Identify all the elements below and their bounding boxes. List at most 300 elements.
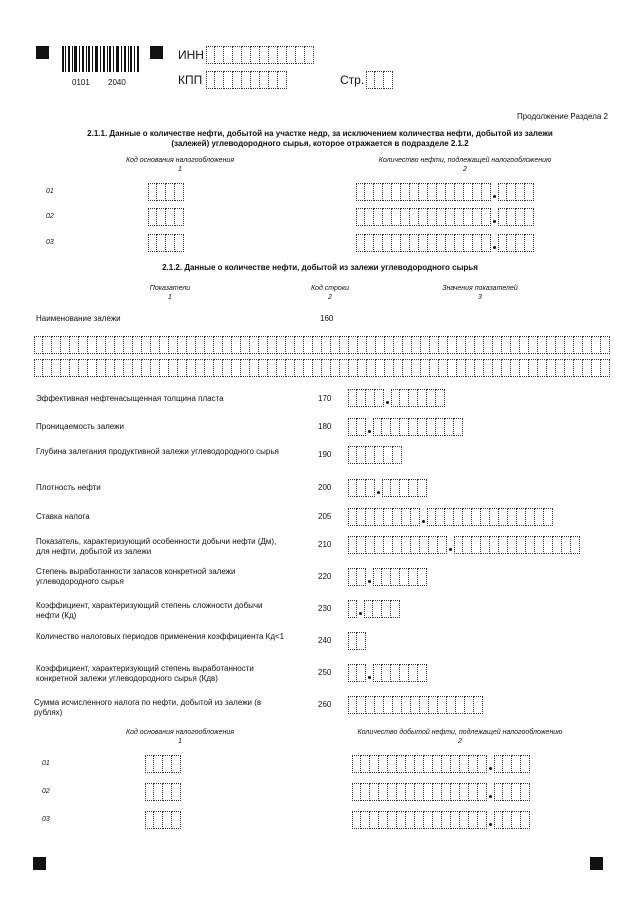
input-cell[interactable] xyxy=(454,418,463,436)
input-cell[interactable] xyxy=(520,359,529,377)
input-cell[interactable] xyxy=(473,183,482,201)
input-cell[interactable] xyxy=(376,336,385,354)
input-cell[interactable] xyxy=(331,336,340,354)
input-cell[interactable] xyxy=(304,359,313,377)
input-cell[interactable] xyxy=(418,664,427,682)
input-cell[interactable] xyxy=(469,755,478,773)
item-170-value[interactable] xyxy=(348,389,445,407)
input-cell[interactable] xyxy=(349,336,358,354)
input-cell[interactable] xyxy=(463,508,472,526)
input-cell[interactable] xyxy=(418,479,427,497)
input-cell[interactable] xyxy=(429,536,438,554)
bottom-row-01-code[interactable] xyxy=(145,755,181,773)
input-cell[interactable] xyxy=(529,359,538,377)
input-cell[interactable] xyxy=(348,479,357,497)
input-cell[interactable] xyxy=(507,183,516,201)
input-cell[interactable] xyxy=(154,755,163,773)
input-cell[interactable] xyxy=(516,234,525,252)
input-cell[interactable] xyxy=(391,568,400,586)
input-cell[interactable] xyxy=(412,336,421,354)
input-cell[interactable] xyxy=(88,359,97,377)
input-cell[interactable] xyxy=(493,359,502,377)
input-cell[interactable] xyxy=(397,783,406,801)
input-cell[interactable] xyxy=(215,71,224,89)
input-cell[interactable] xyxy=(482,208,491,226)
input-cell[interactable] xyxy=(419,208,428,226)
input-cell[interactable] xyxy=(391,664,400,682)
bottom-row-03-code[interactable] xyxy=(145,811,181,829)
input-cell[interactable] xyxy=(478,811,487,829)
input-cell[interactable] xyxy=(157,183,166,201)
input-cell[interactable] xyxy=(357,568,366,586)
input-cell[interactable] xyxy=(442,755,451,773)
input-cell[interactable] xyxy=(457,336,466,354)
input-cell[interactable] xyxy=(499,536,508,554)
input-cell[interactable] xyxy=(475,359,484,377)
input-cell[interactable] xyxy=(556,359,565,377)
input-cell[interactable] xyxy=(478,755,487,773)
item-250-value[interactable] xyxy=(348,664,427,682)
input-cell[interactable] xyxy=(472,508,481,526)
input-cell[interactable] xyxy=(397,755,406,773)
input-cell[interactable] xyxy=(406,811,415,829)
input-cell[interactable] xyxy=(382,664,391,682)
input-cell[interactable] xyxy=(499,508,508,526)
item-230-value[interactable] xyxy=(348,600,400,618)
input-cell[interactable] xyxy=(512,811,521,829)
input-cell[interactable] xyxy=(400,418,409,436)
input-cell[interactable] xyxy=(224,46,233,64)
input-cell[interactable] xyxy=(241,359,250,377)
input-cell[interactable] xyxy=(447,696,456,714)
input-cell[interactable] xyxy=(348,664,357,682)
input-cell[interactable] xyxy=(313,336,322,354)
input-cell[interactable] xyxy=(508,536,517,554)
input-cell[interactable] xyxy=(357,696,366,714)
input-cell[interactable] xyxy=(259,336,268,354)
input-cell[interactable] xyxy=(424,783,433,801)
input-cell[interactable] xyxy=(393,446,402,464)
input-cell[interactable] xyxy=(268,359,277,377)
input-cell[interactable] xyxy=(402,536,411,554)
input-cell[interactable] xyxy=(439,336,448,354)
input-cell[interactable] xyxy=(348,536,357,554)
input-cell[interactable] xyxy=(400,664,409,682)
input-cell[interactable] xyxy=(583,336,592,354)
input-cell[interactable] xyxy=(172,783,181,801)
input-cell[interactable] xyxy=(175,234,184,252)
input-cell[interactable] xyxy=(472,536,481,554)
input-cell[interactable] xyxy=(242,46,251,64)
input-cell[interactable] xyxy=(392,234,401,252)
input-cell[interactable] xyxy=(547,359,556,377)
input-cell[interactable] xyxy=(379,811,388,829)
bottom-row-02-code[interactable] xyxy=(145,783,181,801)
input-cell[interactable] xyxy=(494,755,503,773)
input-cell[interactable] xyxy=(525,183,534,201)
input-cell[interactable] xyxy=(148,208,157,226)
input-cell[interactable] xyxy=(241,336,250,354)
input-cell[interactable] xyxy=(400,389,409,407)
input-cell[interactable] xyxy=(169,359,178,377)
input-cell[interactable] xyxy=(352,755,361,773)
input-cell[interactable] xyxy=(88,336,97,354)
input-cell[interactable] xyxy=(474,696,483,714)
input-cell[interactable] xyxy=(521,755,530,773)
item-180-value[interactable] xyxy=(348,418,463,436)
input-cell[interactable] xyxy=(415,811,424,829)
input-cell[interactable] xyxy=(382,479,391,497)
input-cell[interactable] xyxy=(365,234,374,252)
input-cell[interactable] xyxy=(348,389,357,407)
input-cell[interactable] xyxy=(115,336,124,354)
input-cell[interactable] xyxy=(148,183,157,201)
input-cell[interactable] xyxy=(287,46,296,64)
input-cell[interactable] xyxy=(401,234,410,252)
input-cell[interactable] xyxy=(367,359,376,377)
input-cell[interactable] xyxy=(553,536,562,554)
input-cell[interactable] xyxy=(313,359,322,377)
input-cell[interactable] xyxy=(446,234,455,252)
input-cell[interactable] xyxy=(251,71,260,89)
input-cell[interactable] xyxy=(233,71,242,89)
item-220-value[interactable] xyxy=(348,568,427,586)
input-cell[interactable] xyxy=(445,508,454,526)
input-cell[interactable] xyxy=(410,183,419,201)
input-cell[interactable] xyxy=(340,359,349,377)
input-cell[interactable] xyxy=(357,446,366,464)
input-cell[interactable] xyxy=(565,359,574,377)
input-cell[interactable] xyxy=(97,336,106,354)
input-cell[interactable] xyxy=(163,755,172,773)
input-cell[interactable] xyxy=(224,71,233,89)
input-cell[interactable] xyxy=(242,71,251,89)
input-cell[interactable] xyxy=(427,389,436,407)
input-cell[interactable] xyxy=(411,536,420,554)
input-cell[interactable] xyxy=(278,46,287,64)
input-cell[interactable] xyxy=(420,536,429,554)
input-cell[interactable] xyxy=(592,336,601,354)
input-cell[interactable] xyxy=(484,359,493,377)
input-cell[interactable] xyxy=(154,783,163,801)
section-211-row-02-quantity[interactable] xyxy=(356,208,534,226)
input-cell[interactable] xyxy=(409,389,418,407)
input-cell[interactable] xyxy=(196,359,205,377)
input-cell[interactable] xyxy=(163,811,172,829)
input-cell[interactable] xyxy=(481,508,490,526)
input-cell[interactable] xyxy=(446,183,455,201)
input-cell[interactable] xyxy=(535,536,544,554)
input-cell[interactable] xyxy=(79,359,88,377)
input-cell[interactable] xyxy=(433,755,442,773)
input-cell[interactable] xyxy=(442,783,451,801)
input-cell[interactable] xyxy=(376,359,385,377)
input-cell[interactable] xyxy=(172,811,181,829)
input-cell[interactable] xyxy=(436,418,445,436)
input-cell[interactable] xyxy=(286,359,295,377)
input-cell[interactable] xyxy=(196,336,205,354)
input-cell[interactable] xyxy=(295,336,304,354)
input-cell[interactable] xyxy=(142,336,151,354)
input-cell[interactable] xyxy=(393,536,402,554)
input-cell[interactable] xyxy=(410,234,419,252)
input-cell[interactable] xyxy=(175,208,184,226)
input-cell[interactable] xyxy=(175,183,184,201)
input-cell[interactable] xyxy=(375,71,384,89)
input-cell[interactable] xyxy=(375,389,384,407)
input-cell[interactable] xyxy=(516,183,525,201)
input-cell[interactable] xyxy=(169,336,178,354)
input-cell[interactable] xyxy=(502,359,511,377)
input-cell[interactable] xyxy=(163,783,172,801)
input-cell[interactable] xyxy=(436,389,445,407)
input-cell[interactable] xyxy=(400,568,409,586)
input-cell[interactable] xyxy=(446,208,455,226)
input-cell[interactable] xyxy=(415,783,424,801)
input-cell[interactable] xyxy=(106,359,115,377)
input-cell[interactable] xyxy=(424,811,433,829)
input-cell[interactable] xyxy=(384,696,393,714)
input-cell[interactable] xyxy=(384,446,393,464)
input-cell[interactable] xyxy=(357,418,366,436)
input-cell[interactable] xyxy=(70,359,79,377)
input-cell[interactable] xyxy=(269,71,278,89)
input-cell[interactable] xyxy=(521,783,530,801)
input-cell[interactable] xyxy=(366,71,375,89)
input-cell[interactable] xyxy=(348,418,357,436)
input-cell[interactable] xyxy=(157,208,166,226)
input-cell[interactable] xyxy=(430,359,439,377)
input-cell[interactable] xyxy=(517,508,526,526)
input-cell[interactable] xyxy=(498,183,507,201)
input-cell[interactable] xyxy=(178,359,187,377)
input-cell[interactable] xyxy=(392,183,401,201)
item-205-value[interactable] xyxy=(348,508,553,526)
input-cell[interactable] xyxy=(375,696,384,714)
input-cell[interactable] xyxy=(352,811,361,829)
input-cell[interactable] xyxy=(391,600,400,618)
input-cell[interactable] xyxy=(466,336,475,354)
input-cell[interactable] xyxy=(507,208,516,226)
input-cell[interactable] xyxy=(259,359,268,377)
input-cell[interactable] xyxy=(401,208,410,226)
input-cell[interactable] xyxy=(124,359,133,377)
input-cell[interactable] xyxy=(526,508,535,526)
deposit-name-line1[interactable] xyxy=(34,336,610,354)
input-cell[interactable] xyxy=(547,336,556,354)
input-cell[interactable] xyxy=(115,359,124,377)
input-cell[interactable] xyxy=(133,336,142,354)
input-cell[interactable] xyxy=(250,336,259,354)
input-cell[interactable] xyxy=(498,208,507,226)
input-cell[interactable] xyxy=(340,336,349,354)
inn-field[interactable] xyxy=(206,46,314,64)
input-cell[interactable] xyxy=(460,811,469,829)
input-cell[interactable] xyxy=(556,336,565,354)
input-cell[interactable] xyxy=(383,208,392,226)
input-cell[interactable] xyxy=(393,508,402,526)
input-cell[interactable] xyxy=(512,755,521,773)
input-cell[interactable] xyxy=(428,234,437,252)
input-cell[interactable] xyxy=(409,568,418,586)
input-cell[interactable] xyxy=(439,359,448,377)
input-cell[interactable] xyxy=(348,446,357,464)
input-cell[interactable] xyxy=(382,418,391,436)
input-cell[interactable] xyxy=(61,336,70,354)
input-cell[interactable] xyxy=(357,389,366,407)
input-cell[interactable] xyxy=(70,336,79,354)
input-cell[interactable] xyxy=(512,783,521,801)
input-cell[interactable] xyxy=(455,234,464,252)
input-cell[interactable] xyxy=(517,536,526,554)
input-cell[interactable] xyxy=(565,336,574,354)
input-cell[interactable] xyxy=(508,508,517,526)
input-cell[interactable] xyxy=(406,783,415,801)
input-cell[interactable] xyxy=(433,811,442,829)
input-cell[interactable] xyxy=(379,783,388,801)
input-cell[interactable] xyxy=(411,508,420,526)
input-cell[interactable] xyxy=(357,479,366,497)
input-cell[interactable] xyxy=(424,755,433,773)
input-cell[interactable] xyxy=(391,389,400,407)
input-cell[interactable] xyxy=(511,336,520,354)
input-cell[interactable] xyxy=(437,234,446,252)
input-cell[interactable] xyxy=(402,696,411,714)
input-cell[interactable] xyxy=(394,336,403,354)
input-cell[interactable] xyxy=(370,811,379,829)
input-cell[interactable] xyxy=(438,696,447,714)
input-cell[interactable] xyxy=(286,336,295,354)
input-cell[interactable] xyxy=(391,479,400,497)
input-cell[interactable] xyxy=(464,234,473,252)
input-cell[interactable] xyxy=(494,783,503,801)
input-cell[interactable] xyxy=(373,664,382,682)
input-cell[interactable] xyxy=(133,359,142,377)
input-cell[interactable] xyxy=(277,336,286,354)
input-cell[interactable] xyxy=(521,811,530,829)
input-cell[interactable] xyxy=(384,536,393,554)
input-cell[interactable] xyxy=(388,755,397,773)
deposit-name-line2[interactable] xyxy=(34,359,610,377)
input-cell[interactable] xyxy=(455,183,464,201)
input-cell[interactable] xyxy=(421,336,430,354)
input-cell[interactable] xyxy=(348,696,357,714)
input-cell[interactable] xyxy=(61,359,70,377)
input-cell[interactable] xyxy=(34,336,43,354)
input-cell[interactable] xyxy=(232,359,241,377)
input-cell[interactable] xyxy=(348,508,357,526)
input-cell[interactable] xyxy=(331,359,340,377)
input-cell[interactable] xyxy=(535,508,544,526)
input-cell[interactable] xyxy=(382,600,391,618)
input-cell[interactable] xyxy=(223,336,232,354)
input-cell[interactable] xyxy=(418,418,427,436)
input-cell[interactable] xyxy=(148,234,157,252)
input-cell[interactable] xyxy=(418,568,427,586)
input-cell[interactable] xyxy=(457,359,466,377)
input-cell[interactable] xyxy=(322,336,331,354)
input-cell[interactable] xyxy=(437,183,446,201)
input-cell[interactable] xyxy=(436,508,445,526)
input-cell[interactable] xyxy=(206,46,215,64)
input-cell[interactable] xyxy=(178,336,187,354)
input-cell[interactable] xyxy=(525,234,534,252)
input-cell[interactable] xyxy=(592,359,601,377)
input-cell[interactable] xyxy=(411,696,420,714)
input-cell[interactable] xyxy=(43,359,52,377)
section-211-row-03-code[interactable] xyxy=(148,234,184,252)
input-cell[interactable] xyxy=(166,208,175,226)
input-cell[interactable] xyxy=(544,508,553,526)
input-cell[interactable] xyxy=(538,336,547,354)
input-cell[interactable] xyxy=(383,183,392,201)
input-cell[interactable] xyxy=(370,783,379,801)
input-cell[interactable] xyxy=(375,536,384,554)
input-cell[interactable] xyxy=(493,336,502,354)
input-cell[interactable] xyxy=(305,46,314,64)
input-cell[interactable] xyxy=(349,359,358,377)
input-cell[interactable] xyxy=(223,359,232,377)
input-cell[interactable] xyxy=(251,46,260,64)
input-cell[interactable] xyxy=(415,755,424,773)
input-cell[interactable] xyxy=(365,208,374,226)
kpp-field[interactable] xyxy=(206,71,287,89)
input-cell[interactable] xyxy=(374,183,383,201)
input-cell[interactable] xyxy=(296,46,305,64)
input-cell[interactable] xyxy=(410,208,419,226)
item-260-value[interactable] xyxy=(348,696,483,714)
input-cell[interactable] xyxy=(365,183,374,201)
input-cell[interactable] xyxy=(356,183,365,201)
input-cell[interactable] xyxy=(469,783,478,801)
input-cell[interactable] xyxy=(520,336,529,354)
input-cell[interactable] xyxy=(214,336,223,354)
input-cell[interactable] xyxy=(366,536,375,554)
input-cell[interactable] xyxy=(507,234,516,252)
input-cell[interactable] xyxy=(465,696,474,714)
input-cell[interactable] xyxy=(384,71,393,89)
item-200-value[interactable] xyxy=(348,479,427,497)
input-cell[interactable] xyxy=(357,664,366,682)
section-211-row-01-code[interactable] xyxy=(148,183,184,201)
input-cell[interactable] xyxy=(451,811,460,829)
input-cell[interactable] xyxy=(419,234,428,252)
input-cell[interactable] xyxy=(525,208,534,226)
input-cell[interactable] xyxy=(358,336,367,354)
input-cell[interactable] xyxy=(357,536,366,554)
input-cell[interactable] xyxy=(478,783,487,801)
input-cell[interactable] xyxy=(427,418,436,436)
input-cell[interactable] xyxy=(511,359,520,377)
input-cell[interactable] xyxy=(269,46,278,64)
input-cell[interactable] xyxy=(401,183,410,201)
input-cell[interactable] xyxy=(205,336,214,354)
input-cell[interactable] xyxy=(442,811,451,829)
input-cell[interactable] xyxy=(473,234,482,252)
input-cell[interactable] xyxy=(583,359,592,377)
input-cell[interactable] xyxy=(364,600,373,618)
input-cell[interactable] xyxy=(448,359,457,377)
input-cell[interactable] xyxy=(384,508,393,526)
input-cell[interactable] xyxy=(187,336,196,354)
input-cell[interactable] xyxy=(145,755,154,773)
input-cell[interactable] xyxy=(357,508,366,526)
input-cell[interactable] xyxy=(356,208,365,226)
input-cell[interactable] xyxy=(388,811,397,829)
input-cell[interactable] xyxy=(412,359,421,377)
input-cell[interactable] xyxy=(433,783,442,801)
input-cell[interactable] xyxy=(214,359,223,377)
